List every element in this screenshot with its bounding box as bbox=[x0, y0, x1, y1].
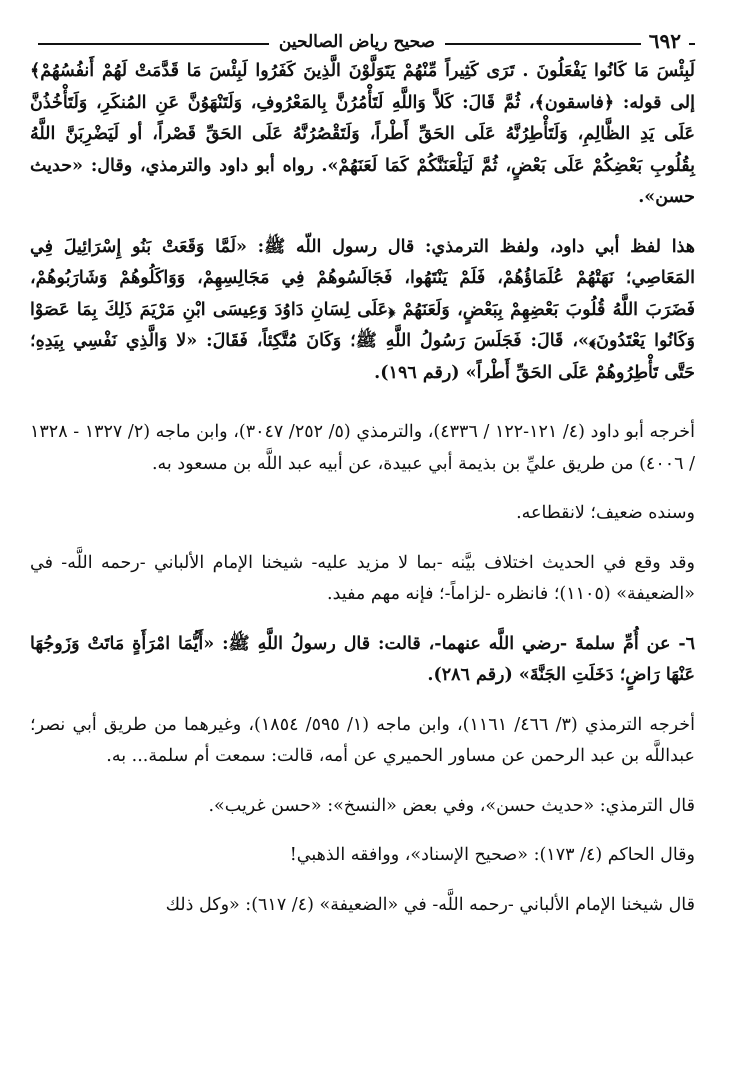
tirmidhi-grading-paragraph: قال الترمذي: «حديث حسن»، وفي بعض «النسخ»: «حسن غريب». bbox=[208, 795, 695, 816]
page-text bbox=[30, 56, 695, 921]
page-number: ٦٩٢ bbox=[641, 26, 689, 56]
albani-quote-paragraph: قال شيخنا الإمام الألباني -رحمه اللَّه- في «الضعيفة» (٤/ ٦١٧): «وكل ذلك bbox=[165, 894, 695, 915]
hadith-six-paragraph: ٦- عن أُمِّ سلمةَ -رضي اللَّه عنهما-، قالت: قال رسولُ اللَّهِ ﷺ: «أَيُّمَا امْرَأَةٍ مَاتَتْ وَزَوجُهَا عَنْهَا رَاضٍ؛ دَخَلَتِ الجَنَّةَ» (رقم ٢٨٦). bbox=[30, 633, 695, 685]
page-header bbox=[38, 26, 695, 58]
running-title: صحيح رياض الصالحين bbox=[269, 26, 445, 58]
hadith-six-takhrij-paragraph: أخرجه الترمذي (٣/ ٤٦٦/ ١١٦١)، وابن ماجه (١/ ٥٩٥/ ١٨٥٤)، وغيرهما من طريق أبي نصر؛ عبداللَّه بن عبد الرحمن عن مساور الحميري عن أمه، قالت: سمعت أم سلمة... به. bbox=[30, 714, 695, 766]
takhrij-paragraph: أخرجه أبو داود (٤/ ١٢١-١٢٢ / ٤٣٣٦)، والترمذي (٥/ ٢٥٢/ ٣٠٤٧)، وابن ماجه (٢/ ١٣٢٧ - ١٣٢٨ / ٤٠٠٦) من طريق عليِّ بن بذيمة أبي عبيدة، عن أبيه عبد اللَّه بن مسعود به. bbox=[30, 422, 695, 474]
hakim-grading-paragraph: وقال الحاكم (٤/ ١٧٣): «صحيح الإسناد»، ووافقه الذهبي! bbox=[289, 845, 695, 865]
albani-note-paragraph: وقد وقع في الحديث اختلاف بيَّنه -بما لا مزيد عليه- شيخنا الإمام الألباني -رحمه اللَّه- في «الضعيفة» (١١٠٥)؛ فانظره -لزاماً-؛ فإنه مهم مفيد. bbox=[30, 552, 695, 604]
tirmidhi-wording-paragraph: هذا لفظ أبي داود، ولفظ الترمذي: قال رسول اللّه ﷺ: «لَمَّا وَقَعَتْ بَنُو إِسْرَائِيلَ فِي المَعَاصِي؛ نَهَتْهُمْ عُلَمَاؤُهُمْ، فَلَمْ يَنْتَهُوا، فَجَالَسُوهُمْ فِي مَجَالِسِهِمْ، وَوَاكَلُوهُمْ وَشَارَبُوهُمْ، فَضَرَبَ اللَّهُ قُلُوبَ بَعْضِهِمْ بِبَعْضٍ، وَلَعَنَهُمْ ﴿عَلَى لِسَانِ دَاوُدَ وَعِيسَى ابْنِ مَرْيَمَ ذَلِكَ بِمَا عَصَوْا وَكَانُوا يَعْتَدُونَ﴾»، قَالَ: فَجَلَسَ رَسُولُ اللَّهِ ﷺ؛ وَكَانَ مُتَّكِئاً، فَقَالَ: «لا وَالَّذِي نَفْسِي بِيَدِهِ؛ حَتَّى تَأْطِرُوهُمْ عَلَى الحَقِّ أَطْراً» (رقم ١٩٦). bbox=[30, 236, 695, 383]
hadith-text-paragraph: لَبِئْسَ مَا كَانُوا يَفْعَلُونَ . تَرَى كَثِيراً مِّنْهُمْ يَتَوَلَّوْنَ الَّذِينَ كَفَرُوا لَبِئْسَ مَا قَدَّمَتْ لَهُمْ أَنفُسُهُمْ﴾ إلى قوله: ﴿فاسقون﴾، ثُمَّ قَالَ: كَلاَّ وَاللَّهِ لَتَأْمُرُنَّ بِالمَعْرُوفِ، وَلَتَنْهَوُنَّ عَنِ المُنكَرِ، وَلَتَأْخُذُنَّ عَلَى يَدِ الظَّالِمِ، وَلَتَأْطِرُنَّهُ عَلَى الحَقِّ أَطْراً، وَلَتَقْصُرُنَّهُ عَلَى الحَقِّ قَصْراً، أو لَيَضْرِبَنَّ اللَّهُ بِقُلُوبِ بَعْضِكُمْ عَلَى بَعْضٍ، ثُمَّ لَيَلْعَنَنَّكُمْ كَمَا لَعَنَهُمْ». رواه أبو داود والترمذي، وقال: «حديث حسن». bbox=[30, 61, 695, 207]
isnad-weak-paragraph: وسنده ضعيف؛ لانقطاعه. bbox=[516, 503, 695, 523]
